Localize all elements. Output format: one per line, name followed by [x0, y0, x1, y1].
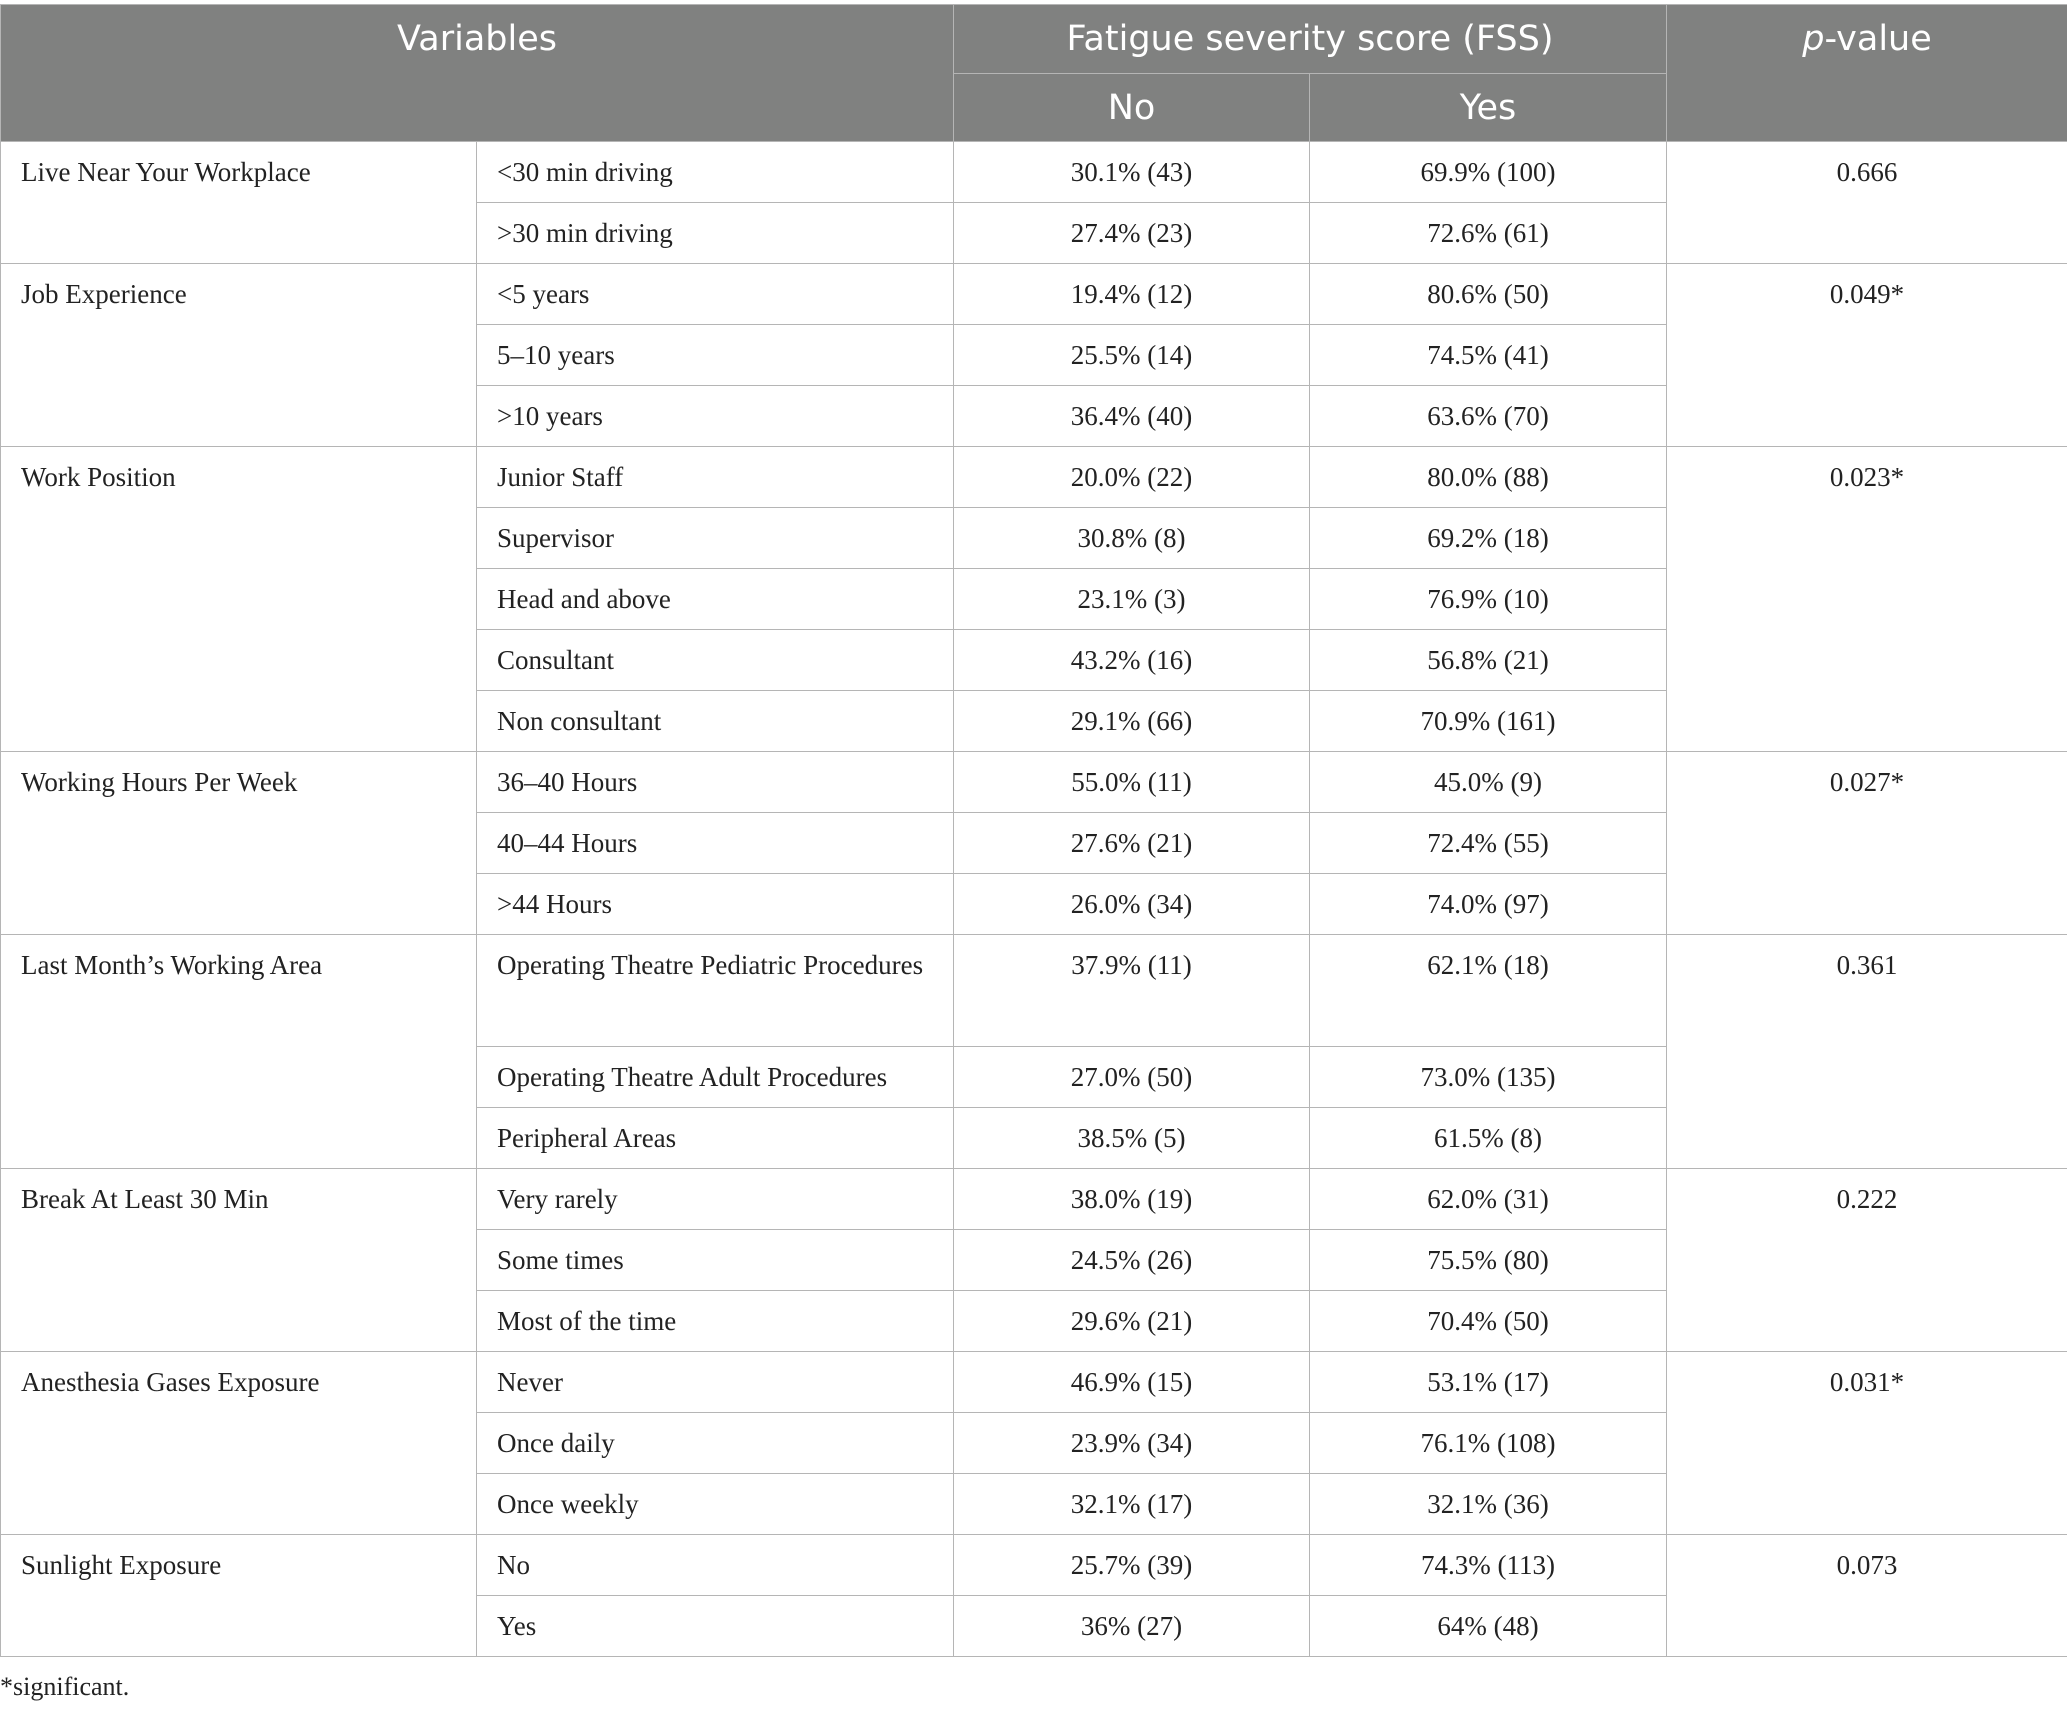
- header-no: No: [954, 74, 1310, 142]
- p-value-cell: 0.222: [1667, 1169, 2067, 1352]
- no-value-cell: 37.9% (11): [954, 935, 1310, 1047]
- level-cell: Junior Staff: [477, 447, 954, 508]
- variable-cell: Sunlight Exposure: [1, 1535, 477, 1657]
- no-value-cell: 27.0% (50): [954, 1047, 1310, 1108]
- yes-value-cell: 56.8% (21): [1310, 630, 1667, 691]
- yes-value-cell: 74.3% (113): [1310, 1535, 1667, 1596]
- level-cell: Yes: [477, 1596, 954, 1657]
- no-value-cell: 36% (27): [954, 1596, 1310, 1657]
- fss-table: [0, 4, 2067, 1657]
- no-value-cell: 27.4% (23): [954, 203, 1310, 264]
- no-value-cell: 27.6% (21): [954, 813, 1310, 874]
- no-value-cell: 29.1% (66): [954, 691, 1310, 752]
- no-value-cell: 30.1% (43): [954, 142, 1310, 203]
- header-fss: Fatigue severity score (FSS): [954, 5, 1667, 74]
- table-row: [1, 447, 2067, 508]
- no-value-cell: 30.8% (8): [954, 508, 1310, 569]
- no-value-cell: 20.0% (22): [954, 447, 1310, 508]
- variable-cell: Last Month’s Working Area: [1, 935, 477, 1169]
- variable-cell: Anesthesia Gases Exposure: [1, 1352, 477, 1535]
- no-value-cell: 24.5% (26): [954, 1230, 1310, 1291]
- yes-value-cell: 53.1% (17): [1310, 1352, 1667, 1413]
- no-value-cell: 38.5% (5): [954, 1108, 1310, 1169]
- level-cell: Head and above: [477, 569, 954, 630]
- yes-value-cell: 62.0% (31): [1310, 1169, 1667, 1230]
- level-cell: Some times: [477, 1230, 954, 1291]
- table-row: [1, 935, 2067, 1047]
- level-cell: Supervisor: [477, 508, 954, 569]
- level-cell: Non consultant: [477, 691, 954, 752]
- yes-value-cell: 69.2% (18): [1310, 508, 1667, 569]
- yes-value-cell: 63.6% (70): [1310, 386, 1667, 447]
- yes-value-cell: 74.5% (41): [1310, 325, 1667, 386]
- level-cell: <5 years: [477, 264, 954, 325]
- no-value-cell: 25.5% (14): [954, 325, 1310, 386]
- table-row: [1, 142, 2067, 203]
- yes-value-cell: 73.0% (135): [1310, 1047, 1667, 1108]
- level-cell: >44 Hours: [477, 874, 954, 935]
- variable-cell: Break At Least 30 Min: [1, 1169, 477, 1352]
- no-value-cell: 36.4% (40): [954, 386, 1310, 447]
- yes-value-cell: 62.1% (18): [1310, 935, 1667, 1047]
- table-header: [1, 5, 2067, 142]
- variable-cell: Live Near Your Workplace: [1, 142, 477, 264]
- yes-value-cell: 45.0% (9): [1310, 752, 1667, 813]
- p-value-cell: 0.666: [1667, 142, 2067, 264]
- no-value-cell: 55.0% (11): [954, 752, 1310, 813]
- level-cell: Very rarely: [477, 1169, 954, 1230]
- no-value-cell: 43.2% (16): [954, 630, 1310, 691]
- yes-value-cell: 69.9% (100): [1310, 142, 1667, 203]
- p-value-cell: 0.023*: [1667, 447, 2067, 752]
- level-cell: >30 min driving: [477, 203, 954, 264]
- p-value-cell: 0.031*: [1667, 1352, 2067, 1535]
- no-value-cell: 19.4% (12): [954, 264, 1310, 325]
- level-cell: Once weekly: [477, 1474, 954, 1535]
- variable-cell: Job Experience: [1, 264, 477, 447]
- p-value-cell: 0.027*: [1667, 752, 2067, 935]
- level-cell: Operating Theatre Pediatric Procedures: [477, 935, 954, 1047]
- header-p-rest: -value: [1824, 19, 1932, 59]
- fss-table-container: [0, 4, 2067, 1657]
- table-row: [1, 1352, 2067, 1413]
- no-value-cell: 23.9% (34): [954, 1413, 1310, 1474]
- yes-value-cell: 72.4% (55): [1310, 813, 1667, 874]
- no-value-cell: 25.7% (39): [954, 1535, 1310, 1596]
- table-row: [1, 1169, 2067, 1230]
- level-cell: No: [477, 1535, 954, 1596]
- level-cell: Operating Theatre Adult Procedures: [477, 1047, 954, 1108]
- p-value-cell: 0.049*: [1667, 264, 2067, 447]
- footnote: *significant.: [0, 1672, 130, 1701]
- no-value-cell: 29.6% (21): [954, 1291, 1310, 1352]
- yes-value-cell: 80.0% (88): [1310, 447, 1667, 508]
- no-value-cell: 38.0% (19): [954, 1169, 1310, 1230]
- level-cell: Never: [477, 1352, 954, 1413]
- yes-value-cell: 76.9% (10): [1310, 569, 1667, 630]
- level-cell: Peripheral Areas: [477, 1108, 954, 1169]
- yes-value-cell: 74.0% (97): [1310, 874, 1667, 935]
- p-value-cell: 0.361: [1667, 935, 2067, 1169]
- yes-value-cell: 72.6% (61): [1310, 203, 1667, 264]
- level-cell: Consultant: [477, 630, 954, 691]
- yes-value-cell: 80.6% (50): [1310, 264, 1667, 325]
- header-p-italic: p: [1802, 19, 1825, 59]
- table-body: [1, 142, 2067, 1657]
- no-value-cell: 23.1% (3): [954, 569, 1310, 630]
- level-cell: Most of the time: [477, 1291, 954, 1352]
- header-yes: Yes: [1310, 74, 1667, 142]
- yes-value-cell: 64% (48): [1310, 1596, 1667, 1657]
- level-cell: 5–10 years: [477, 325, 954, 386]
- yes-value-cell: 75.5% (80): [1310, 1230, 1667, 1291]
- yes-value-cell: 32.1% (36): [1310, 1474, 1667, 1535]
- level-cell: Once daily: [477, 1413, 954, 1474]
- header-p-value: [1667, 5, 2067, 142]
- variable-cell: Work Position: [1, 447, 477, 752]
- no-value-cell: 46.9% (15): [954, 1352, 1310, 1413]
- yes-value-cell: 70.9% (161): [1310, 691, 1667, 752]
- no-value-cell: 32.1% (17): [954, 1474, 1310, 1535]
- table-row: [1, 752, 2067, 813]
- level-cell: 36–40 Hours: [477, 752, 954, 813]
- p-value-cell: 0.073: [1667, 1535, 2067, 1657]
- level-cell: <30 min driving: [477, 142, 954, 203]
- yes-value-cell: 70.4% (50): [1310, 1291, 1667, 1352]
- table-row: [1, 1535, 2067, 1596]
- no-value-cell: 26.0% (34): [954, 874, 1310, 935]
- level-cell: >10 years: [477, 386, 954, 447]
- yes-value-cell: 76.1% (108): [1310, 1413, 1667, 1474]
- table-row: [1, 264, 2067, 325]
- yes-value-cell: 61.5% (8): [1310, 1108, 1667, 1169]
- level-cell: 40–44 Hours: [477, 813, 954, 874]
- header-variables: Variables: [1, 5, 954, 142]
- variable-cell: Working Hours Per Week: [1, 752, 477, 935]
